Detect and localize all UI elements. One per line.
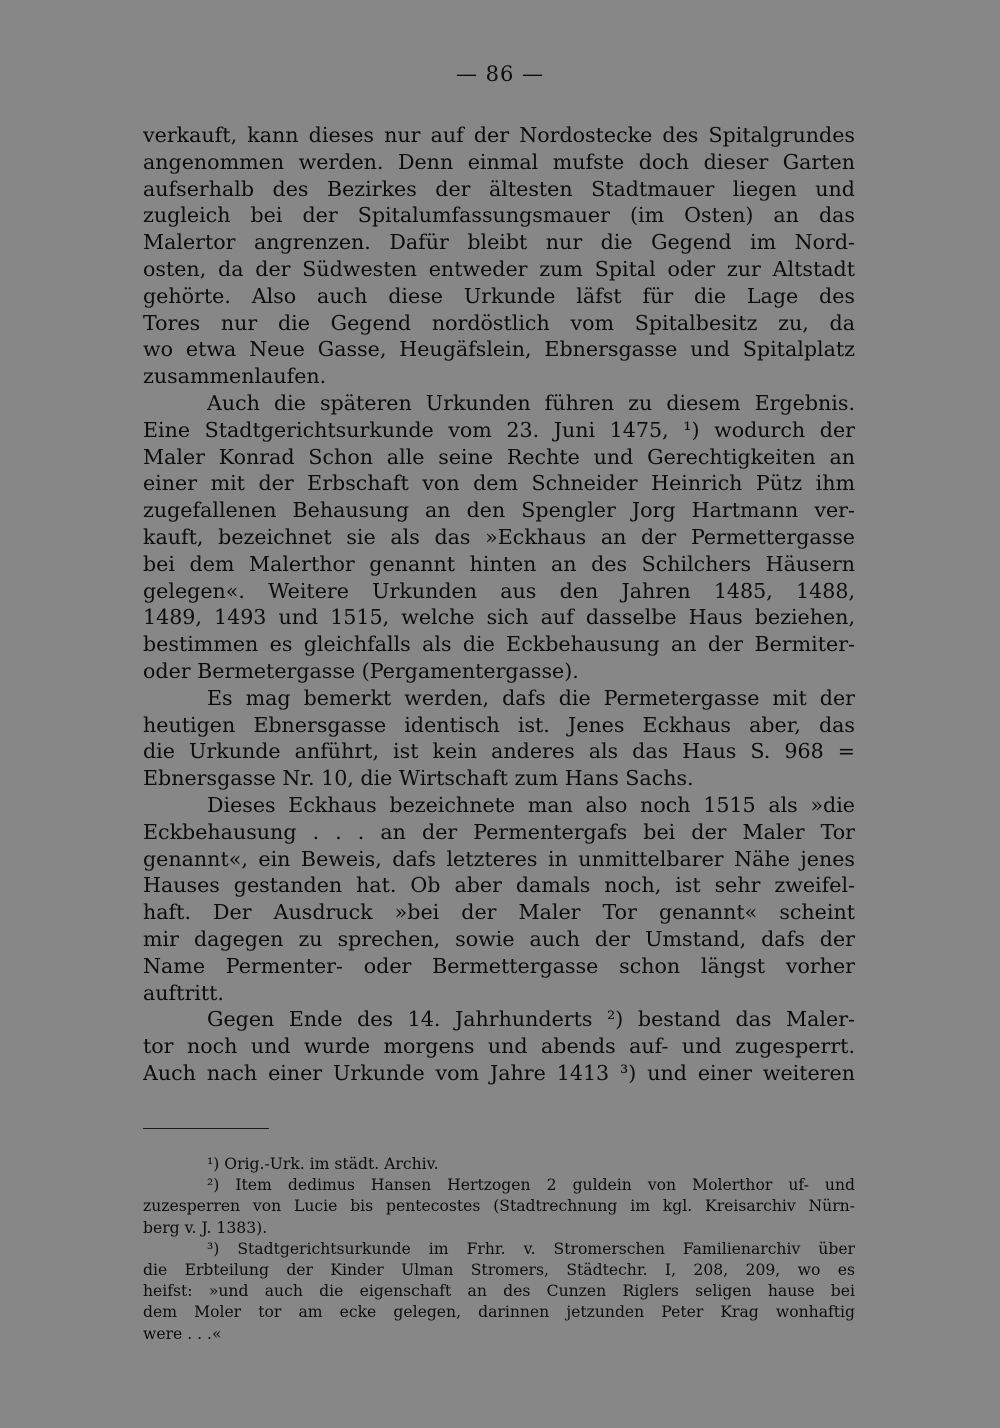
text-line: angenommen werden. Denn einmal mufste doch dieser Garten — [143, 149, 855, 174]
footnote-divider — [143, 1128, 269, 1129]
text-line: bestimmen es gleichfalls als die Eckbehausung an der Bermiter- — [143, 632, 855, 657]
text-line: Malertor angrenzen. Dafür bleibt nur die Gegend im Nord- — [143, 230, 855, 255]
footnote-line: were . . .« — [143, 1324, 222, 1343]
text-line: Eine Stadtgerichtsurkunde vom 23. Juni 1475, ¹) wodurch der — [143, 417, 855, 442]
footnote-line: dem Moler tor am ecke gelegen, darinnen jetzunden Peter Krag wonhaftig — [143, 1303, 855, 1322]
text-line: bei dem Malerthor genannt hinten an des Schilchers Häusern — [143, 551, 855, 576]
text-line: Eckbehausung . . . an der Permentergafs bei der Maler Tor — [143, 819, 855, 844]
text-line: Auch nach einer Urkunde vom Jahre 1413 ³) und einer weiteren — [143, 1060, 855, 1085]
text-line: mir dagegen zu sprechen, sowie auch der Umstand, dafs der — [143, 926, 855, 951]
text-line: zugleich bei der Spitalumfassungsmauer (im Osten) an das — [143, 203, 855, 228]
text-line: aufserhalb des Bezirkes der ältesten Stadtmauer liegen und — [143, 176, 855, 201]
text-line: oder Bermetergasse (Pergamentergasse). — [143, 658, 579, 683]
text-line: auftritt. — [143, 980, 224, 1005]
text-line: Gegen Ende des 14. Jahrhunderts ²) bestand das Maler- — [207, 1007, 855, 1032]
text-line: heutigen Ebnersgasse identisch ist. Jenes Eckhaus aber, das — [143, 712, 855, 737]
text-line: wo etwa Neue Gasse, Heugäfslein, Ebnersgasse und Spitalplatz — [143, 337, 855, 362]
text-line: Name Permenter- oder Bermettergasse schon längst vorher — [143, 953, 855, 978]
footnote-line: zuzesperren von Lucie bis pentecostes (Stadtrechnung im kgl. Kreisarchiv Nürn- — [143, 1197, 855, 1216]
text-line: kauft, bezeichnet sie als das »Eckhaus an der Permettergasse — [143, 524, 855, 549]
text-line: 1489, 1493 und 1515, welche sich auf dasselbe Haus beziehen, — [143, 605, 855, 630]
text-line: Hauses gestanden hat. Ob aber damals noch, ist sehr zweifel- — [143, 873, 855, 898]
footnote-line: berg v. J. 1383). — [143, 1218, 268, 1237]
text-line: einer mit der Erbschaft von dem Schneider Heinrich Pütz ihm — [143, 471, 855, 496]
footnote-line: die Erbteilung der Kinder Ulman Stromers, Städtechr. I, 208, 209, wo es — [143, 1260, 855, 1279]
footnotes — [143, 1154, 855, 1345]
page-number: — 86 — — [455, 62, 545, 86]
footnote-line: ²) Item dedimus Hansen Hertzogen 2 guldein von Molerthor uf- und — [207, 1176, 855, 1195]
text-line: osten, da der Südwesten entweder zum Spital oder zur Altstadt — [143, 256, 855, 281]
footnote-line: ³) Stadtgerichtsurkunde im Frhr. v. Stromerschen Familienarchiv über — [207, 1239, 855, 1258]
body-text — [143, 122, 855, 1087]
text-line: Dieses Eckhaus bezeichnete man also noch 1515 als »die — [207, 792, 855, 817]
text-line: Tores nur die Gegend nordöstlich vom Spitalbesitz zu, da — [143, 310, 855, 335]
text-line: haft. Der Ausdruck »bei der Maler Tor genannt« scheint — [143, 900, 855, 925]
text-line: Maler Konrad Schon alle seine Rechte und Gerechtigkeiten an — [143, 444, 855, 469]
text-line: Es mag bemerkt werden, dafs die Permetergasse mit der — [207, 685, 855, 710]
text-line: gehörte. Also auch diese Urkunde läfst für die Lage des — [143, 283, 855, 308]
text-line: Ebnersgasse Nr. 10, die Wirtschaft zum Hans Sachs. — [143, 766, 694, 791]
text-line: verkauft, kann dieses nur auf der Nordostecke des Spitalgrundes — [143, 123, 855, 147]
text-line: zusammenlaufen. — [143, 364, 327, 389]
text-line: zugefallenen Behausung an den Spengler Jorg Hartmann ver- — [143, 498, 855, 523]
footnote-line: ¹) Orig.-Urk. im städt. Archiv. — [207, 1155, 439, 1173]
text-line: genannt«, ein Beweis, dafs letzteres in unmittelbarer Nähe jenes — [143, 846, 855, 871]
text-line: Auch die späteren Urkunden führen zu diesem Ergebnis. — [207, 390, 855, 415]
text-line: tor noch und wurde morgens und abends auf- und zugesperrt. — [143, 1034, 855, 1059]
text-line: die Urkunde anführt, ist kein anderes als das Haus S. 968 = — [143, 739, 855, 764]
text-line: gelegen«. Weitere Urkunden aus den Jahren 1485, 1488, — [143, 578, 855, 603]
footnote-line: heifst: »und auch die eigenschaft an des Cunzen Riglers seligen hause bei — [143, 1282, 855, 1301]
